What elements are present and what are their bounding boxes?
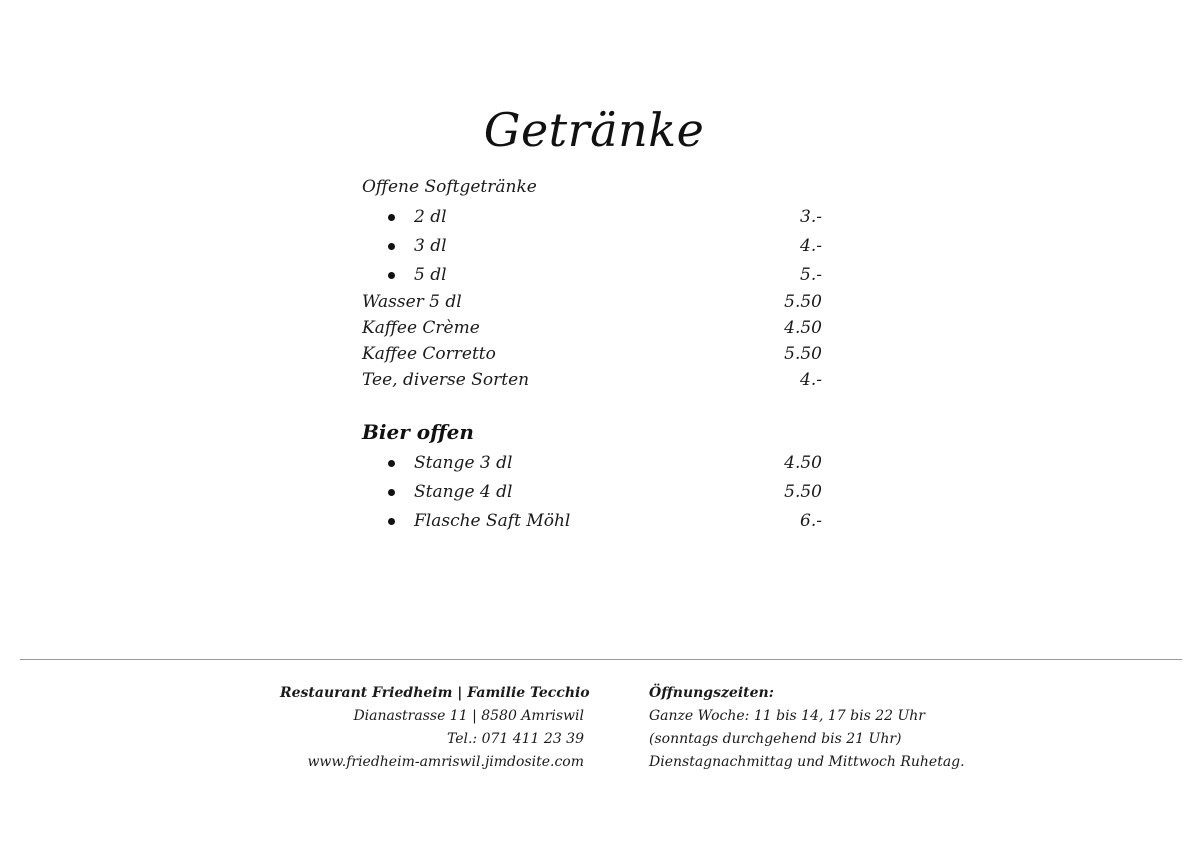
menu-item-price: 5.- [800, 265, 822, 285]
bullet-icon [388, 518, 395, 525]
menu-item-label: Stange 4 dl [414, 482, 513, 502]
menu-item-label: Kaffee Corretto [362, 344, 496, 364]
bullet-icon [388, 214, 395, 221]
opening-hours-line: Dienstagnachmittag und Mittwoch Ruhetag. [649, 754, 965, 770]
menu-item-price: 4.- [800, 370, 822, 390]
menu-item-label: Kaffee Crème [362, 318, 480, 338]
menu-item [362, 367, 822, 393]
menu-item-price: 4.50 [784, 453, 822, 473]
opening-hours-line: Ganze Woche: 11 bis 14, 17 bis 22 Uhr [649, 708, 926, 724]
menu-item-label: 5 dl [414, 265, 447, 285]
section-heading-label: Offene Softgetränke [362, 177, 537, 197]
address: Dianastrasse 11 | 8580 Amriswil [353, 708, 584, 724]
website-link[interactable]: www.friedheim-amriswil.jimdosite.com [307, 754, 584, 770]
menu-item [362, 289, 822, 315]
bullet-icon [388, 489, 395, 496]
menu-item-price: 5.50 [784, 344, 822, 364]
section-heading-beer: Bier offen [362, 420, 474, 444]
page-title: Getränke [483, 103, 705, 157]
bullet-icon [388, 272, 395, 279]
footer-divider [20, 659, 1182, 660]
menu-item [362, 508, 822, 534]
menu-item [362, 341, 822, 367]
opening-hours-line: (sonntags durchgehend bis 21 Uhr) [649, 731, 902, 747]
opening-hours-heading: Öffnungszeiten: [649, 685, 774, 701]
restaurant-name: Restaurant Friedheim | Familie Tecchio [280, 685, 590, 701]
menu-item-price: 4.50 [784, 318, 822, 338]
footer-opening-hours [649, 682, 1169, 774]
menu-item [362, 315, 822, 341]
menu-item-price: 5.50 [784, 482, 822, 502]
menu-item-price: 3.- [800, 207, 822, 227]
menu-item-label: Flasche Saft Möhl [414, 511, 571, 531]
menu-item-price: 6.- [800, 511, 822, 531]
phone-number: Tel.: 071 411 23 39 [446, 731, 584, 747]
menu-item [362, 450, 822, 476]
menu-item [362, 204, 822, 230]
footer-contact [280, 682, 590, 774]
menu-item-price: 5.50 [784, 292, 822, 312]
bullet-icon [388, 243, 395, 250]
menu-item-label: Tee, diverse Sorten [362, 370, 530, 390]
menu-item [362, 479, 822, 505]
menu-item-label: Wasser 5 dl [362, 292, 462, 312]
bullet-icon [388, 460, 395, 467]
menu-item-label: 2 dl [414, 207, 447, 227]
menu-item [362, 233, 822, 259]
menu-item-label: Stange 3 dl [414, 453, 513, 473]
menu-item [362, 262, 822, 288]
section-heading-soft-drinks [362, 174, 822, 200]
menu-item-price: 4.- [800, 236, 822, 256]
menu-item-label: 3 dl [414, 236, 447, 256]
